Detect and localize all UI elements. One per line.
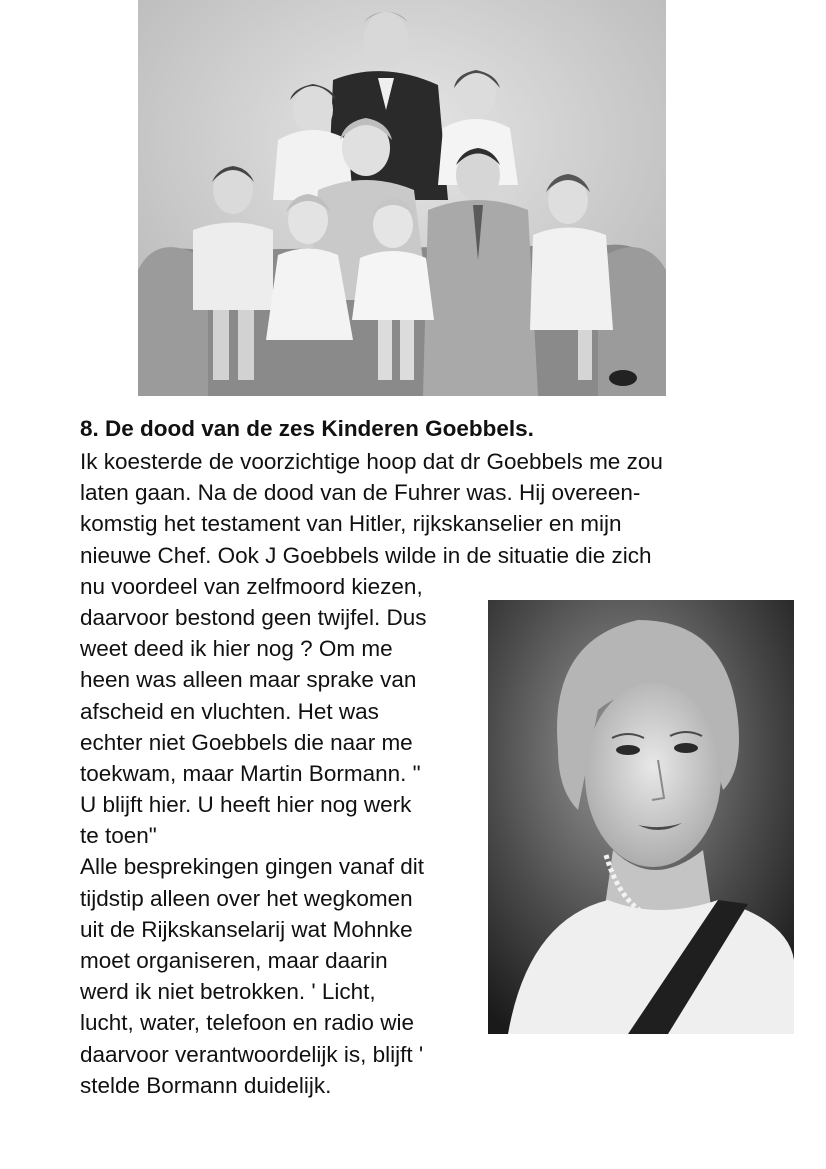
body-line: nieuwe Chef. Ook J Goebbels wilde in de situatie die zich [80, 542, 652, 568]
body-line: U blijft hier. U heeft hier nog werk [80, 792, 412, 818]
body-line: uit de Rijkskanselarij wat Mohnke [80, 916, 413, 942]
body-line: moet organiseren, maar daarin [80, 948, 388, 973]
body-line: nu voordeel van zelfmoord kiezen, [80, 573, 423, 599]
body-line: te toen" [80, 823, 157, 849]
body-line: laten gaan. Na de dood van de Fuhrer was. Hij overeen- [80, 480, 641, 506]
family-group-photo [138, 0, 666, 396]
article-heading: 8. De dood van de zes Kinderen Goebbels. [80, 416, 534, 441]
body-line: afscheid en vluchten. Het was [80, 698, 379, 724]
body-line: daarvoor verantwoordelijk is, blijft ' [80, 1041, 424, 1067]
body-line: lucht, water, telefoon en radio wie [80, 1010, 414, 1036]
article-body [80, 446, 663, 1101]
body-line: daarvoor bestond geen twijfel. Dus [80, 604, 427, 630]
body-line: werd ik niet betrokken. ' Licht, [80, 979, 376, 1005]
body-line: heen was alleen maar sprake van [80, 667, 417, 693]
body-line: komstig het testament van Hitler, rijkskanselier en mijn [80, 511, 622, 537]
body-line: tijdstip alleen over het wegkomen [80, 885, 413, 911]
body-line: stelde Bormann duidelijk. [80, 1072, 332, 1098]
body-line: Ik koesterde de voorzichtige hoop dat dr Goebbels me zou [80, 449, 663, 474]
body-line: toekwam, maar Martin Bormann. " [80, 760, 421, 786]
body-line: weet deed ik hier nog ? Om me [80, 636, 393, 662]
body-line: echter niet Goebbels die naar me [80, 729, 413, 755]
body-line: Alle besprekingen gingen vanaf dit [80, 854, 424, 880]
